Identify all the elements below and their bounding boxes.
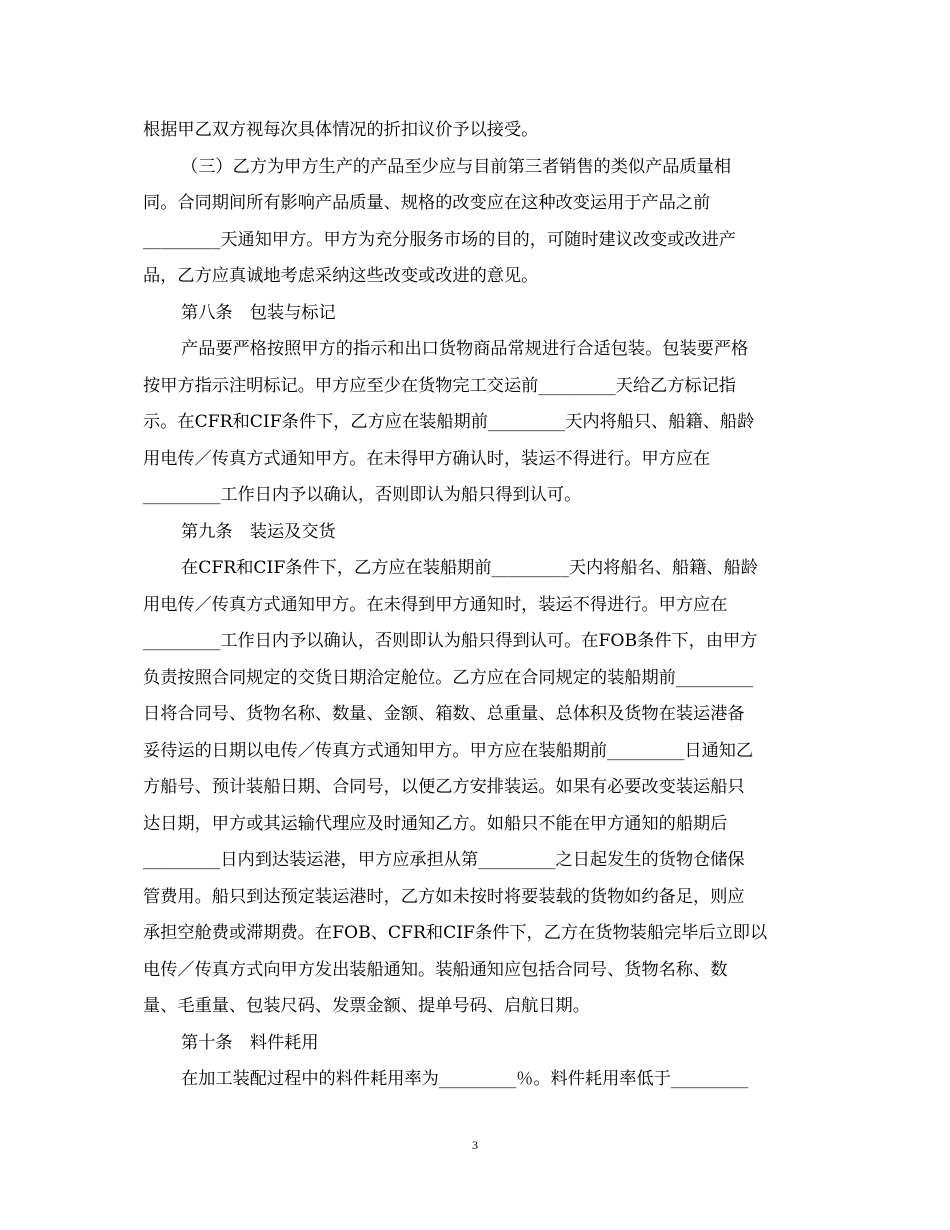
paragraph-line: _________日内到达装运港，甲方应承担从第_________之日起发生的货物仓储保 (143, 850, 745, 870)
paragraph-line: 承担空舱费或滞期费。在FOB、CFR和CIF条件下，乙方在货物装船完毕后立即以 (143, 923, 768, 943)
page-number: 3 (472, 1138, 478, 1152)
paragraph-line: 妥待运的日期以电传／传真方式通知甲方。甲方应在装船期前_________日通知乙 (143, 740, 754, 761)
paragraph-line: _________天通知甲方。甲方为充分服务市场的目的，可随时建议改变或改进产 (143, 229, 736, 250)
paragraph-line: 示。在CFR和CIF条件下，乙方应在装船期前_________天内将船只、船籍、船龄 (143, 412, 755, 432)
paragraph-line: 在加工装配过程中的料件耗用率为_________％。料件耗用率低于_________ (181, 1069, 749, 1089)
paragraph-line: 同。合同期间所有影响产品质量、规格的改变应在这种改变运用于产品之前 (143, 193, 711, 213)
contract-body (143, 112, 807, 1098)
paragraph-line: 产品要严格按照甲方的指示和出口货物商品常规进行合适包装。包装要严格 (181, 339, 749, 359)
paragraph-line: 用电传／传真方式通知甲方。在未得甲方确认时，装运不得进行。甲方应在 (143, 448, 711, 469)
section-heading-article-8: 第八条 包装与标记 (181, 302, 336, 323)
paragraph-line: 负责按照合同规定的交货日期洽定舱位。乙方应在合同规定的装船期前_________ (143, 667, 754, 688)
paragraph-line: 根据甲乙双方视每次具体情况的折扣议价予以接受。 (143, 120, 539, 140)
paragraph-line: 品，乙方应真诚地考虑采纳这些改变或改进的意见。 (143, 266, 539, 286)
paragraph-line: 管费用。船只到达预定装运港时，乙方如未按时将要装载的货物如约备足，则应 (143, 886, 745, 907)
paragraph-line: 用电传／传真方式通知甲方。在未得到甲方通知时，装运不得进行。甲方应在 (143, 594, 728, 615)
paragraph-line: 在CFR和CIF条件下，乙方应在装船期前_________天内将船名、船籍、船龄 (181, 558, 758, 578)
paragraph-line: 按甲方指示注明标记。甲方应至少在货物完工交运前_________天给乙方标记指 (143, 375, 736, 396)
paragraph-line: （三）乙方为甲方生产的产品至少应与目前第三者销售的类似产品质量相 (181, 156, 732, 177)
paragraph-line: 方船号、预计装船日期、合同号，以便乙方安排装运。如果有必要改变装运船只 (143, 777, 745, 797)
paragraph-line: 量、毛重量、包装尺码、发票金额、提单号码、启航日期。 (143, 996, 590, 1016)
paragraph-line: _________工作日内予以确认，否则即认为船只得到认可。 (143, 485, 582, 505)
paragraph-line: _________工作日内予以确认，否则即认为船只得到认可。在FOB条件下，由甲方 (143, 631, 758, 651)
section-heading-article-10: 第十条 料件耗用 (181, 1032, 319, 1053)
paragraph-line: 日将合同号、货物名称、数量、金额、箱数、总重量、总体积及货物在装运港备 (143, 704, 745, 724)
paragraph-line: 达日期，甲方或其运输代理应及时通知乙方。如船只不能在甲方通知的船期后 (143, 813, 728, 834)
section-heading-article-9: 第九条 装运及交货 (181, 521, 336, 542)
paragraph-line: 电传／传真方式向甲方发出装船通知。装船通知应包括合同号、货物名称、数 (143, 959, 728, 980)
